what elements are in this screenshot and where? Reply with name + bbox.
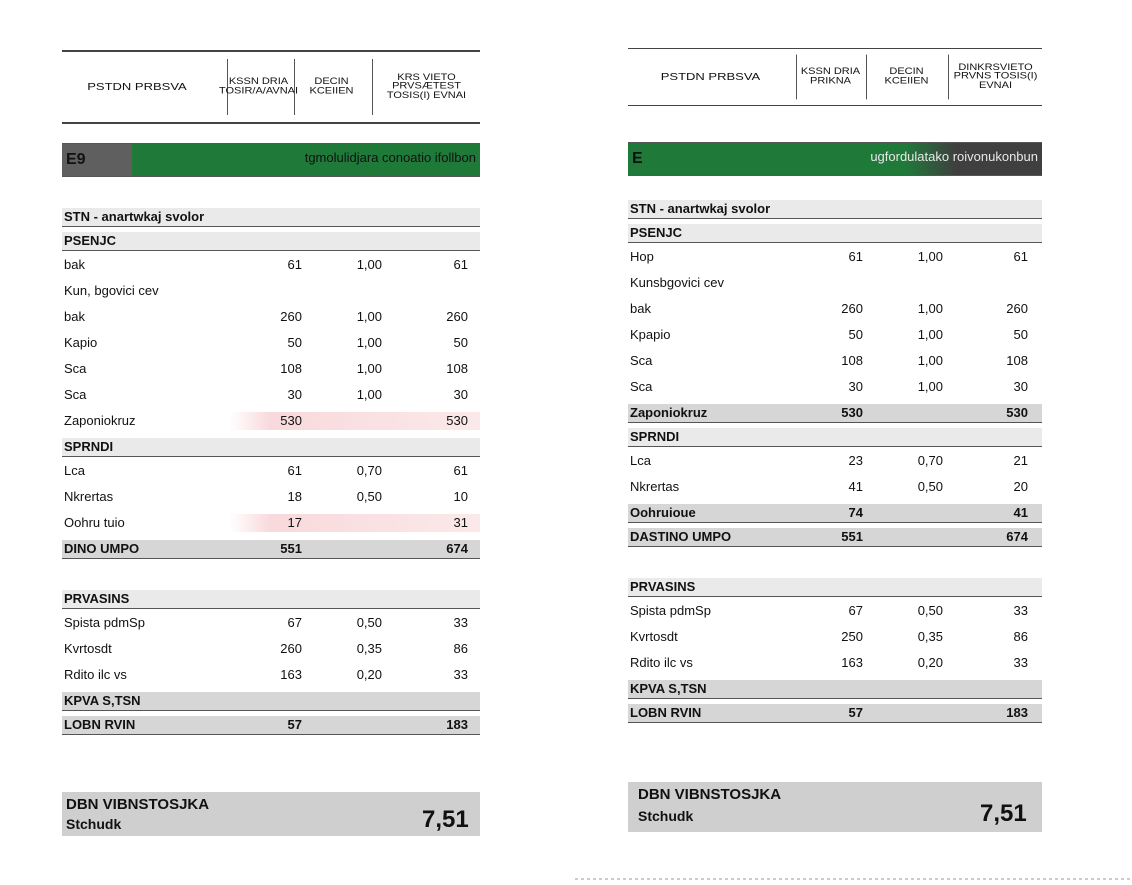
row-area-value: 530: [841, 405, 863, 420]
row-area-value: 260: [841, 301, 863, 316]
row-area-value: 61: [848, 249, 863, 264]
table-row: [628, 200, 1042, 218]
row-area-value: 50: [848, 327, 863, 342]
row-area-value: 108: [280, 361, 302, 376]
row-total-value: 30: [453, 387, 468, 402]
row-label: PRVASINS: [630, 579, 696, 594]
row-total-value: 41: [1013, 505, 1028, 520]
row-area-value: 163: [280, 667, 302, 682]
section-banner: [628, 142, 1042, 176]
row-divider: [62, 734, 480, 735]
table-row: [628, 504, 1042, 522]
row-coef-value: 1,00: [356, 387, 382, 402]
col-header-total: KRS VIETO PRVSÆTEST TOSIS(I) EVNAI: [372, 59, 480, 115]
table-row: [628, 578, 1042, 596]
col-header-total: DINKRSVIETO PRVNS TOSIS(I) EVNAI: [948, 55, 1042, 100]
row-label: STN - anartwkaj svolor: [64, 209, 205, 224]
row-divider: [628, 546, 1042, 547]
row-total-value: 86: [1013, 629, 1028, 644]
table-row: [62, 540, 480, 558]
row-divider: [62, 250, 480, 251]
row-total-value: 86: [453, 641, 468, 656]
row-total-value: 50: [1013, 327, 1028, 342]
row-label: KPVA S,TSN: [630, 681, 707, 696]
row-label: Kpapio: [630, 327, 671, 342]
row-total-value: 20: [1013, 479, 1028, 494]
col-header-area: KSSN DRIA TOSIR/A/AVNAI: [227, 59, 289, 115]
row-area-value: 17: [287, 515, 302, 530]
row-coef-value: 1,00: [356, 361, 382, 376]
row-coef-value: 1,00: [917, 327, 943, 342]
table-row: [62, 614, 480, 632]
row-label: Kvrtosdt: [64, 641, 112, 656]
row-coef-value: 1,00: [356, 257, 382, 272]
table-row: [628, 704, 1042, 722]
table-row: [628, 628, 1042, 646]
row-label: Spista pdmSp: [630, 603, 711, 618]
row-label: Spista pdmSp: [64, 615, 145, 630]
row-label: KPVA S,TSN: [64, 693, 141, 708]
table-row: [628, 478, 1042, 496]
row-area-value: 61: [287, 463, 302, 478]
grand-total-label: DBN VIBNSTOSJKA: [638, 786, 782, 803]
row-label: STN - anartwkaj svolor: [630, 201, 771, 216]
banner-title: tgmolulidjara conoatio ifollbon: [304, 150, 476, 165]
row-coef-value: 1,00: [917, 379, 943, 394]
row-area-value: 260: [280, 309, 302, 324]
row-total-value: 30: [1013, 379, 1028, 394]
row-label: SPRNDI: [64, 439, 114, 454]
table-row: [628, 602, 1042, 620]
row-divider: [628, 698, 1042, 699]
row-divider: [628, 522, 1042, 523]
table-row: [628, 404, 1042, 422]
row-label: bak: [64, 309, 85, 324]
row-coef-value: 1,00: [917, 249, 943, 264]
table-row: [62, 514, 480, 532]
table-row: [628, 452, 1042, 470]
row-total-value: 674: [1006, 529, 1028, 544]
table-row: [62, 208, 480, 226]
row-total-value: 31: [453, 515, 468, 530]
row-label: Sca: [64, 361, 87, 376]
row-label: Oohruioue: [630, 505, 696, 520]
table-row: [62, 462, 480, 480]
table-row: [628, 274, 1042, 292]
table-header: [628, 48, 1042, 106]
row-area-value: 74: [848, 505, 863, 520]
row-divider: [628, 446, 1042, 447]
table-row: [62, 334, 480, 352]
section-banner: [62, 143, 480, 177]
row-total-value: 50: [453, 335, 468, 350]
row-label: Lca: [64, 463, 85, 478]
table-row: [628, 428, 1042, 446]
row-coef-value: 0,35: [356, 641, 382, 656]
col-header-item: PSTDN PRBSVA: [660, 70, 761, 83]
row-total-value: 21: [1013, 453, 1028, 468]
page-edge-divider: [575, 878, 1132, 880]
col-header-area: KSSN DRIA PRIKNA: [796, 55, 864, 100]
table-row: [62, 282, 480, 300]
row-coef-value: 1,00: [917, 301, 943, 316]
row-area-value: 61: [287, 257, 302, 272]
row-area-value: 41: [848, 479, 863, 494]
row-area-value: 23: [848, 453, 863, 468]
row-label: PSENJC: [630, 225, 683, 240]
table-row: [62, 488, 480, 506]
row-divider: [62, 558, 480, 559]
row-coef-value: 0,70: [917, 453, 943, 468]
row-total-value: 33: [1013, 655, 1028, 670]
table-row: [62, 716, 480, 734]
row-area-value: 163: [841, 655, 863, 670]
row-divider: [62, 608, 480, 609]
col-header-item: PSTDN PRBSVA: [87, 80, 187, 93]
table-row: [628, 326, 1042, 344]
row-label: Kapio: [64, 335, 98, 350]
row-total-value: 61: [1013, 249, 1028, 264]
row-label: DINO UMPO: [64, 541, 140, 556]
row-divider: [62, 710, 480, 711]
col-header-coef: DECIN KCEIIEN: [294, 59, 368, 115]
row-divider: [628, 422, 1042, 423]
row-label: Sca: [630, 353, 653, 368]
col-header-coef: DECIN KCEIIEN: [866, 55, 946, 100]
grand-total-value: 7,51: [422, 806, 469, 833]
row-label: Kvrtosdt: [630, 629, 678, 644]
row-area-value: 18: [287, 489, 302, 504]
banner-number: E: [628, 143, 698, 175]
row-total-value: 260: [446, 309, 468, 324]
table-row: [62, 256, 480, 274]
row-label: Lca: [630, 453, 651, 468]
row-total-value: 183: [1006, 705, 1028, 720]
table-row: [62, 360, 480, 378]
row-total-value: 183: [446, 717, 468, 732]
table-row: [62, 590, 480, 608]
table-row: [628, 224, 1042, 242]
row-label: Rdito ilc vs: [630, 655, 693, 670]
row-total-value: 61: [453, 257, 468, 272]
row-label: Hop: [630, 249, 654, 264]
table-row: [62, 308, 480, 326]
row-label: Sca: [630, 379, 653, 394]
row-label: Oohru tuio: [64, 515, 125, 530]
row-total-value: 108: [1006, 353, 1028, 368]
row-area-value: 30: [287, 387, 302, 402]
row-coef-value: 0,50: [356, 489, 382, 504]
row-area-value: 108: [841, 353, 863, 368]
row-label: LOBN RVIN: [64, 717, 136, 732]
row-label: Kun, bgovici cev: [64, 283, 159, 298]
table-row: [62, 692, 480, 710]
row-label: Rdito ilc vs: [64, 667, 127, 682]
banner-number: E9: [62, 144, 132, 176]
row-coef-value: 0,35: [917, 629, 943, 644]
row-total-value: 33: [453, 615, 468, 630]
table-row: [62, 232, 480, 250]
row-area-value: 57: [848, 705, 863, 720]
table-row: [62, 386, 480, 404]
grand-total-value: 7,51: [980, 800, 1027, 827]
row-total-value: 10: [453, 489, 468, 504]
row-divider: [628, 722, 1042, 723]
row-total-value: 33: [1013, 603, 1028, 618]
row-label: PSENJC: [64, 233, 117, 248]
row-coef-value: 0,20: [356, 667, 382, 682]
row-label: Sca: [64, 387, 87, 402]
row-total-value: 674: [446, 541, 468, 556]
row-total-value: 33: [453, 667, 468, 682]
row-area-value: 551: [841, 529, 863, 544]
table-header: [62, 50, 480, 124]
row-total-value: 61: [453, 463, 468, 478]
row-area-value: 67: [287, 615, 302, 630]
row-area-value: 67: [848, 603, 863, 618]
row-label: LOBN RVIN: [630, 705, 702, 720]
row-label: SPRNDI: [630, 429, 680, 444]
row-coef-value: 0,70: [356, 463, 382, 478]
row-area-value: 57: [287, 717, 302, 732]
table-row: [628, 300, 1042, 318]
row-label: PRVASINS: [64, 591, 130, 606]
row-area-value: 30: [848, 379, 863, 394]
table-row: [62, 666, 480, 684]
table-row: [628, 352, 1042, 370]
row-area-value: 250: [841, 629, 863, 644]
row-label: Nkrertas: [64, 489, 114, 504]
row-label: Kunsbgovici cev: [630, 275, 724, 290]
grand-total-label: DBN VIBNSTOSJKA: [66, 796, 210, 813]
table-row: [628, 378, 1042, 396]
row-area-value: 551: [280, 541, 302, 556]
row-total-value: 260: [1006, 301, 1028, 316]
table-row: [62, 640, 480, 658]
row-coef-value: 1,00: [356, 335, 382, 350]
row-label: Nkrertas: [630, 479, 680, 494]
row-coef-value: 0,50: [917, 603, 943, 618]
row-label: bak: [64, 257, 85, 272]
row-total-value: 108: [446, 361, 468, 376]
banner-title: ugfordulatako roivonukonbun: [870, 149, 1038, 164]
row-total-value: 530: [1006, 405, 1028, 420]
table-row: [62, 438, 480, 456]
row-area-value: 530: [280, 413, 302, 428]
row-label: bak: [630, 301, 651, 316]
grand-total-sub: Stchudk: [66, 816, 122, 832]
grand-total-sub: Stchudk: [638, 808, 694, 824]
table-row: [628, 248, 1042, 266]
table-row: [62, 412, 480, 430]
row-divider: [628, 242, 1042, 243]
row-coef-value: 1,00: [356, 309, 382, 324]
row-divider: [62, 456, 480, 457]
row-area-value: 50: [287, 335, 302, 350]
row-area-value: 260: [280, 641, 302, 656]
table-row: [628, 654, 1042, 672]
row-total-value: 530: [446, 413, 468, 428]
row-divider: [62, 226, 480, 227]
row-coef-value: 1,00: [917, 353, 943, 368]
row-label: Zaponiokruz: [64, 413, 136, 428]
table-row: [628, 680, 1042, 698]
row-label: DASTINO UMPO: [630, 529, 732, 544]
row-coef-value: 0,50: [917, 479, 943, 494]
row-coef-value: 0,50: [356, 615, 382, 630]
row-coef-value: 0,20: [917, 655, 943, 670]
row-divider: [628, 596, 1042, 597]
row-divider: [628, 218, 1042, 219]
row-label: Zaponiokruz: [630, 405, 708, 420]
table-row: [628, 528, 1042, 546]
